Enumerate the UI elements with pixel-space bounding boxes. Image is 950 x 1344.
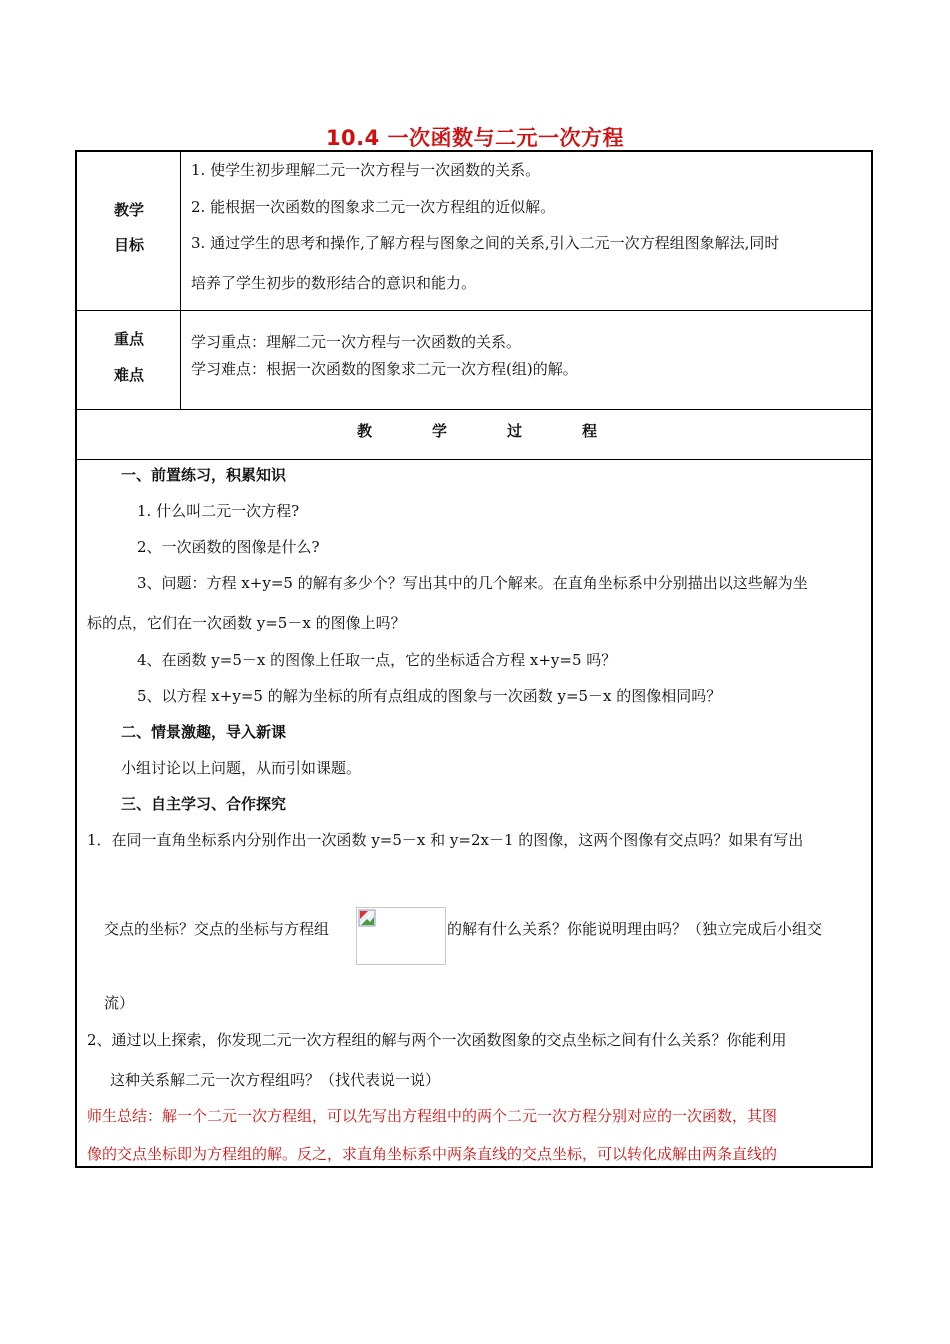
broken-image-icon (358, 909, 376, 927)
row-divider (77, 409, 871, 410)
problem-1-end: 流） (104, 994, 135, 1012)
question-1: 1. 什么叫二元一次方程? (137, 502, 300, 520)
problem-1-cont-right: 的解有什么关系？你能说明理由吗？（独立完成后小组交 (447, 920, 823, 938)
objective-item-1: 1. 使学生初步理解二元一次方程与一次函数的关系。 (191, 161, 541, 179)
focus-text: 学习重点：理解二元一次方程与一次函数的关系。 (191, 333, 522, 351)
objectives-label-1: 教学 (113, 201, 144, 219)
equation-system-image (356, 907, 446, 965)
row-divider (77, 459, 871, 460)
keypoints-label-2: 难点 (113, 366, 144, 384)
process-char-3: 过 (507, 422, 523, 440)
question-2: 2、一次函数的图像是什么? (137, 538, 320, 556)
keypoints-label-1: 重点 (113, 330, 144, 348)
problem-2: 2、通过以上探索，你发现二元一次方程组的解与两个一次函数图象的交点坐标之间有什么关系？你能利用 (87, 1031, 787, 1049)
problem-1: 1．在同一直角坐标系内分别作出一次函数 y=5－x 和 y=2x－1 的图像，这两个图像有交点吗？如果有写出 (87, 831, 804, 849)
difficulty-text: 学习难点：根据一次函数的图象求二元一次方程(组)的解。 (191, 360, 578, 378)
section-2-text: 小组讨论以上问题，从而引如课题。 (121, 759, 362, 777)
section-2-heading: 二、情景激趣，导入新课 (121, 723, 287, 741)
question-3: 3、问题：方程 x+y=5 的解有多少个？写出其中的几个解来。在直角坐标系中分别描出以这些解为坐 (137, 574, 808, 592)
section-1-heading: 一、前置练习，积累知识 (121, 466, 287, 484)
objective-item-3-cont: 培养了学生初步的数形结合的意识和能力。 (191, 274, 477, 292)
problem-1-cont-left: 交点的坐标？交点的坐标与方程组 (104, 920, 330, 938)
row-divider (77, 310, 871, 311)
section-3-heading: 三、自主学习、合作探究 (121, 795, 287, 813)
process-char-1: 教 (357, 422, 373, 440)
process-char-2: 学 (432, 422, 448, 440)
problem-2-cont: 这种关系解二元一次方程组吗？（找代表说一说） (110, 1071, 441, 1089)
objective-item-2: 2. 能根据一次函数的图象求二元一次方程组的近似解。 (191, 198, 556, 216)
lesson-table (75, 150, 873, 1168)
question-4: 4、在函数 y=5－x 的图像上任取一点，它的坐标适合方程 x+y=5 吗？ (137, 651, 617, 669)
summary-line-2: 像的交点坐标即为方程组的解。反之，求直角坐标系中两条直线的交点坐标，可以转化成解由两条直线的 (87, 1145, 778, 1163)
process-char-4: 程 (582, 422, 598, 440)
objective-item-3: 3. 通过学生的思考和操作,了解方程与图象之间的关系,引入二元一次方程组图象解法,同时 (191, 234, 780, 252)
summary-line-1: 师生总结：解一个二元一次方程组，可以先写出方程组中的两个二元一次方程分别对应的一次函数，其图 (87, 1107, 778, 1125)
objectives-label-2: 目标 (113, 236, 144, 254)
page-title: 10.4 一次函数与二元一次方程 (325, 126, 625, 150)
question-5: 5、以方程 x+y=5 的解为坐标的所有点组成的图象与一次函数 y=5－x 的图像相同吗？ (137, 687, 722, 705)
question-3-cont: 标的点，它们在一次函数 y=5－x 的图像上吗？ (87, 614, 406, 632)
